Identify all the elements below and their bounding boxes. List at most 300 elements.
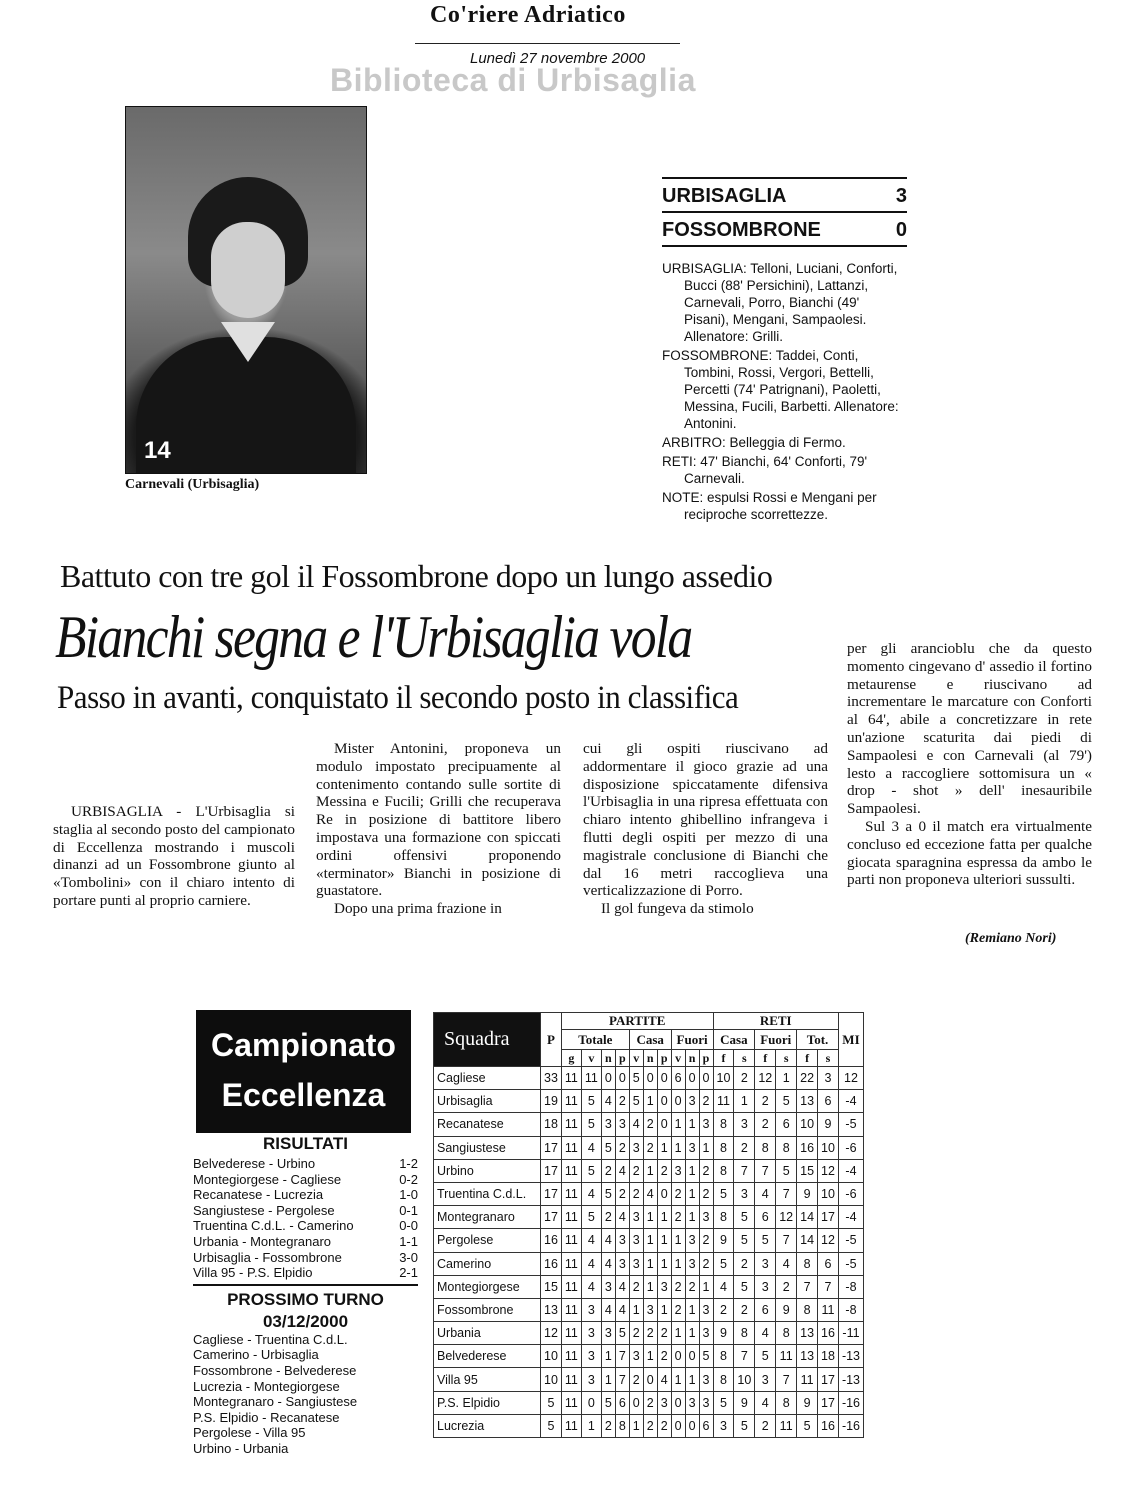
table-cell: 0	[671, 1391, 685, 1414]
table-cell: 2	[734, 1298, 755, 1321]
table-cell: 11	[776, 1345, 797, 1368]
table-cell: 5	[755, 1345, 776, 1368]
table-cell: 2	[734, 1252, 755, 1275]
table-row	[434, 1067, 864, 1090]
table-cell: 6	[818, 1090, 839, 1113]
table-cell: 3	[615, 1229, 629, 1252]
table-cell: -5	[838, 1229, 863, 1252]
header-mi: MI	[838, 1013, 863, 1067]
lineup-away: FOSSOMBRONE: Taddei, Conti, Tombini, Rossi, Vergori, Bettelli, Percetti (74' Patrignani), Paoletti, Messina, Fucili, Barbetti. Allenatore: Antonini.	[662, 348, 899, 431]
header-reti: RETI	[713, 1013, 838, 1030]
result-match: Belvederese - Urbino	[193, 1156, 316, 1171]
table-cell: 1	[699, 1136, 713, 1159]
header-letter: v	[671, 1050, 685, 1067]
table-cell: 4	[581, 1252, 601, 1275]
header-letter: p	[699, 1050, 713, 1067]
table-cell: 2	[629, 1275, 643, 1298]
table-cell: 5	[581, 1159, 601, 1182]
library-watermark: Biblioteca di Urbisaglia	[330, 62, 696, 98]
table-cell: 2	[657, 1345, 671, 1368]
table-cell: 2	[615, 1136, 629, 1159]
result-row	[193, 1203, 418, 1219]
table-cell: 1	[671, 1368, 685, 1391]
result-match: Sangiustese - Pergolese	[193, 1202, 335, 1218]
table-cell: 13	[797, 1322, 818, 1345]
paragraph: Mister Antonini, proponeva un modulo impostato precipuamente al contenimento contando sulle sortite di Messina e Fucili; Grilli che recuperava Re in posizione di battitore libero impostava una formazione con spiccati ordini offensivi proponendo «terminator» Bianchi in posizione di guastatore.	[316, 740, 561, 900]
table-row	[434, 1206, 864, 1229]
table-cell: 0	[671, 1414, 685, 1437]
table-cell: 7	[615, 1345, 629, 1368]
table-row	[434, 1159, 864, 1182]
table-cell: 2	[657, 1414, 671, 1437]
table-cell: 4	[601, 1229, 615, 1252]
table-cell: 5	[776, 1090, 797, 1113]
table-cell: 8	[615, 1414, 629, 1437]
table-cell: 4	[755, 1391, 776, 1414]
away-team: FOSSOMBRONE	[662, 219, 821, 241]
table-cell: 3	[657, 1391, 671, 1414]
table-cell: 12	[818, 1229, 839, 1252]
home-score: 3	[895, 185, 907, 207]
table-cell: 1	[657, 1252, 671, 1275]
campionato-title-line1: Campionato	[211, 1027, 396, 1063]
table-cell: 2	[699, 1182, 713, 1205]
header-letter: p	[657, 1050, 671, 1067]
table-cell: 2	[699, 1090, 713, 1113]
table-cell: 4	[629, 1113, 643, 1136]
table-cell: 3	[685, 1090, 699, 1113]
header-letter: s	[734, 1050, 755, 1067]
header-letter: f	[713, 1050, 734, 1067]
table-cell: 5	[581, 1090, 601, 1113]
table-cell: 3	[685, 1229, 699, 1252]
header-points: P	[541, 1013, 562, 1067]
table-row	[434, 1322, 864, 1345]
table-cell: -4	[838, 1090, 863, 1113]
table-cell: 5	[541, 1414, 562, 1437]
table-cell: 10	[713, 1067, 734, 1090]
lineup-home: URBISAGLIA: Telloni, Luciani, Conforti, Bucci (88' Persichini), Lattanzi, Carnevali, Porro, Bianchi (49' Pisani), Mengani, Sampaolesi. Allenatore: Grilli.	[662, 261, 898, 344]
paragraph: cui gli ospiti riuscivano ad addormentare il gioco grazie ad una disposizione spiccatamente difensiva l'Urbisaglia in una ripresa effettuata con chiaro intento ghibellino infrangeva i flutti degli ospiti per mezzo di una magistrale conclusione di Bianchi che dal 16 metri raccoglieva una verticalizzazione di Porro.	[583, 740, 828, 900]
table-cell: 1	[601, 1345, 615, 1368]
table-cell: 4	[713, 1275, 734, 1298]
header-letter: n	[601, 1050, 615, 1067]
table-cell: 1	[776, 1067, 797, 1090]
score-rule-bottom	[662, 245, 907, 247]
table-cell: 3	[699, 1298, 713, 1321]
table-cell: 1	[657, 1206, 671, 1229]
table-cell: 8	[713, 1206, 734, 1229]
table-cell: 10	[818, 1182, 839, 1205]
table-cell: 11	[713, 1090, 734, 1113]
next-fixture: Urbino - Urbania	[193, 1440, 289, 1456]
table-cell: 10	[541, 1368, 562, 1391]
table-cell: 12	[818, 1159, 839, 1182]
table-cell: 1	[671, 1136, 685, 1159]
result-row	[193, 1250, 418, 1266]
referee: ARBITRO: Belleggia di Fermo.	[662, 435, 846, 450]
table-cell: 8	[713, 1159, 734, 1182]
table-cell: 2	[601, 1414, 615, 1437]
table-cell: 11	[561, 1368, 581, 1391]
result-match: Villa 95 - P.S. Elpidio	[193, 1265, 313, 1281]
table-cell: 2	[657, 1322, 671, 1345]
table-cell: -13	[838, 1345, 863, 1368]
header-letter: s	[818, 1050, 839, 1067]
next-fixture: Fossombrone - Belvederese	[193, 1362, 357, 1378]
next-fixture: Camerino - Urbisaglia	[193, 1347, 319, 1363]
table-row	[434, 1298, 864, 1321]
table-cell: 33	[541, 1067, 562, 1090]
team-name: P.S. Elpidio	[434, 1391, 541, 1414]
result-score: 0-2	[399, 1171, 418, 1187]
table-cell: 15	[541, 1275, 562, 1298]
table-cell: 2	[601, 1159, 615, 1182]
result-row	[193, 1265, 418, 1281]
table-cell: 1	[643, 1159, 657, 1182]
dateline: Lunedì 27 novembre 2000	[470, 50, 646, 67]
team-name: Belvederese	[434, 1345, 541, 1368]
campionato-title-line2: Eccellenza	[221, 1077, 386, 1113]
table-cell: 17	[818, 1391, 839, 1414]
table-cell: 2	[699, 1159, 713, 1182]
table-cell: -4	[838, 1159, 863, 1182]
table-cell: 3	[629, 1252, 643, 1275]
table-cell: 9	[776, 1298, 797, 1321]
table-row	[434, 1345, 864, 1368]
result-match: Urbisaglia - Fossombrone	[193, 1249, 342, 1265]
header-letter: p	[615, 1050, 629, 1067]
table-cell: 4	[776, 1252, 797, 1275]
table-cell: 16	[818, 1322, 839, 1345]
table-cell: 5	[734, 1229, 755, 1252]
table-cell: 8	[776, 1391, 797, 1414]
table-cell: 2	[601, 1206, 615, 1229]
table-cell: 0	[657, 1182, 671, 1205]
table-cell: 2	[776, 1275, 797, 1298]
table-cell: -4	[838, 1206, 863, 1229]
table-cell: 1	[629, 1298, 643, 1321]
table-row	[434, 1391, 864, 1414]
table-cell: 1	[685, 1159, 699, 1182]
table-cell: 3	[699, 1206, 713, 1229]
table-cell: 4	[601, 1090, 615, 1113]
table-row	[434, 1182, 864, 1205]
next-fixture: Lucrezia - Montegiorgese	[193, 1378, 340, 1394]
jersey-number: 14	[144, 437, 171, 464]
table-row	[434, 1229, 864, 1252]
table-cell: 2	[671, 1275, 685, 1298]
table-cell: 2	[643, 1113, 657, 1136]
table-cell: 5	[541, 1391, 562, 1414]
table-cell: 11	[561, 1067, 581, 1090]
header-letter: n	[643, 1050, 657, 1067]
table-cell: 3	[734, 1182, 755, 1205]
standings-table	[433, 1012, 864, 1438]
table-cell: 0	[601, 1067, 615, 1090]
table-cell: 11	[561, 1298, 581, 1321]
header-letter: f	[797, 1050, 818, 1067]
table-cell: 5	[713, 1182, 734, 1205]
table-cell: 9	[797, 1391, 818, 1414]
header-totale: Totale	[561, 1030, 629, 1050]
result-match: Truentina C.d.L. - Camerino	[193, 1218, 354, 1234]
table-cell: 12	[541, 1322, 562, 1345]
table-cell: 2	[699, 1229, 713, 1252]
table-cell: 3	[629, 1136, 643, 1159]
table-cell: 4	[581, 1275, 601, 1298]
table-cell: 1	[643, 1206, 657, 1229]
table-cell: 18	[541, 1113, 562, 1136]
table-cell: 3	[755, 1252, 776, 1275]
table-cell: -5	[838, 1252, 863, 1275]
table-cell: 6	[818, 1252, 839, 1275]
article-subhead: Passo in avanti, conquistato il secondo posto in classifica	[57, 680, 739, 716]
table-cell: -13	[838, 1368, 863, 1391]
team-name: Lucrezia	[434, 1414, 541, 1437]
table-cell: 7	[797, 1275, 818, 1298]
table-row	[434, 1368, 864, 1391]
result-score: 1-0	[399, 1187, 418, 1203]
table-cell: 8	[776, 1136, 797, 1159]
table-row	[434, 1090, 864, 1113]
goals: RETI: 47' Bianchi, 64' Conforti, 79' Carnevali.	[662, 454, 868, 486]
table-cell: 0	[699, 1067, 713, 1090]
table-cell: 9	[818, 1113, 839, 1136]
table-cell: 4	[615, 1275, 629, 1298]
table-cell: 3	[581, 1298, 601, 1321]
table-cell: 0	[643, 1067, 657, 1090]
table-cell: 17	[541, 1206, 562, 1229]
table-cell: 2	[643, 1391, 657, 1414]
table-cell: 11	[561, 1252, 581, 1275]
campionato-title	[196, 1010, 411, 1133]
table-cell: 13	[797, 1345, 818, 1368]
table-cell: 3	[601, 1275, 615, 1298]
table-cell: 1	[657, 1298, 671, 1321]
table-cell: 17	[541, 1136, 562, 1159]
table-cell: 19	[541, 1090, 562, 1113]
header-letter: v	[581, 1050, 601, 1067]
table-cell: 2	[713, 1298, 734, 1321]
table-cell: 16	[541, 1229, 562, 1252]
team-name: Urbisaglia	[434, 1090, 541, 1113]
paragraph: Il gol fungeva da stimolo	[601, 900, 754, 918]
table-cell: 3	[629, 1345, 643, 1368]
result-score: 2-1	[399, 1265, 418, 1281]
header-letter: s	[776, 1050, 797, 1067]
result-score: 0-1	[399, 1202, 418, 1218]
standings-header-row-1	[434, 1013, 864, 1030]
table-cell: 3	[685, 1252, 699, 1275]
table-cell: 2	[685, 1275, 699, 1298]
table-cell: 9	[797, 1182, 818, 1205]
table-cell: 4	[755, 1182, 776, 1205]
table-cell: 5	[713, 1391, 734, 1414]
table-cell: 5	[734, 1275, 755, 1298]
results-divider	[193, 1284, 418, 1286]
table-cell: 4	[581, 1136, 601, 1159]
table-cell: 0	[671, 1090, 685, 1113]
table-cell: 12	[776, 1206, 797, 1229]
table-cell: 5	[581, 1206, 601, 1229]
table-cell: 3	[755, 1275, 776, 1298]
table-cell: 9	[734, 1391, 755, 1414]
table-cell: 3	[713, 1414, 734, 1437]
table-cell: 8	[797, 1298, 818, 1321]
next-round-list	[193, 1332, 418, 1457]
table-cell: 11	[776, 1414, 797, 1437]
table-cell: 1	[685, 1113, 699, 1136]
table-cell: 5	[581, 1113, 601, 1136]
table-cell: 5	[713, 1252, 734, 1275]
table-cell: 0	[629, 1391, 643, 1414]
table-cell: 13	[541, 1298, 562, 1321]
table-cell: 11	[561, 1322, 581, 1345]
result-score: 3-0	[399, 1249, 418, 1265]
table-cell: 5	[629, 1067, 643, 1090]
table-cell: 6	[755, 1298, 776, 1321]
table-cell: 3	[601, 1113, 615, 1136]
next-round-heading: PROSSIMO TURNO	[227, 1289, 384, 1309]
team-name: Villa 95	[434, 1368, 541, 1391]
table-cell: 8	[797, 1252, 818, 1275]
table-cell: 8	[713, 1345, 734, 1368]
table-cell: 4	[615, 1159, 629, 1182]
table-cell: 1	[629, 1414, 643, 1437]
table-cell: 5	[601, 1391, 615, 1414]
article-column-4	[847, 640, 1092, 889]
table-cell: 2	[734, 1067, 755, 1090]
result-row	[193, 1156, 418, 1172]
results-heading: RISULTATI	[263, 1134, 348, 1153]
table-cell: 5	[776, 1159, 797, 1182]
table-cell: 17	[818, 1206, 839, 1229]
next-fixture: Montegranaro - Sangiustese	[193, 1394, 358, 1410]
table-cell: 5	[601, 1136, 615, 1159]
table-cell: 2	[643, 1322, 657, 1345]
table-cell: 11	[797, 1368, 818, 1391]
table-cell: 16	[797, 1136, 818, 1159]
table-row	[434, 1275, 864, 1298]
paragraph: Dopo una prima frazione in	[334, 900, 502, 918]
team-name: Urbania	[434, 1322, 541, 1345]
table-cell: 2	[643, 1136, 657, 1159]
table-cell: 11	[561, 1182, 581, 1205]
match-lineups	[662, 260, 907, 525]
table-cell: 8	[713, 1136, 734, 1159]
table-cell: 17	[818, 1368, 839, 1391]
photo-face	[211, 222, 285, 318]
table-cell: 6	[755, 1206, 776, 1229]
table-cell: 3	[699, 1368, 713, 1391]
team-name: Pergolese	[434, 1229, 541, 1252]
header-casa: Casa	[629, 1030, 671, 1050]
table-cell: 1	[657, 1229, 671, 1252]
table-cell: 7	[734, 1159, 755, 1182]
table-cell: 11	[561, 1113, 581, 1136]
article-kicker: Battuto con tre gol il Fossombrone dopo un lungo assedio	[60, 558, 773, 594]
table-cell: 11	[818, 1298, 839, 1321]
table-cell: 3	[615, 1252, 629, 1275]
table-cell: 9	[713, 1322, 734, 1345]
table-row	[434, 1113, 864, 1136]
table-cell: 4	[643, 1182, 657, 1205]
article-column-1	[53, 803, 295, 910]
table-cell: 11	[561, 1414, 581, 1437]
table-cell: 3	[615, 1113, 629, 1136]
table-cell: 10	[734, 1368, 755, 1391]
result-match: Urbania - Montegranaro	[193, 1233, 332, 1249]
standings-body	[434, 1067, 864, 1438]
header-reti-fuori: Fuori	[755, 1030, 797, 1050]
table-cell: 1	[643, 1252, 657, 1275]
paragraph: URBISAGLIA - L'Urbisaglia si staglia al secondo posto del campionato di Eccellenza mostrando i muscoli dinanzi ad un Fossombrone giunto al «Tombolini» con il chiaro intento di portare punti al proprio carniere.	[53, 803, 295, 909]
table-cell: 2	[629, 1368, 643, 1391]
table-cell: 1	[734, 1090, 755, 1113]
table-cell: 11	[561, 1090, 581, 1113]
table-cell: 11	[561, 1206, 581, 1229]
table-cell: 14	[797, 1206, 818, 1229]
table-cell: 3	[685, 1136, 699, 1159]
player-photo	[125, 106, 367, 474]
table-cell: -5	[838, 1113, 863, 1136]
table-cell: 1	[643, 1275, 657, 1298]
table-cell: 1	[581, 1414, 601, 1437]
table-row	[434, 1414, 864, 1437]
table-cell: 4	[615, 1298, 629, 1321]
result-row	[193, 1187, 418, 1203]
table-cell: 0	[657, 1067, 671, 1090]
table-cell: 6	[776, 1113, 797, 1136]
table-cell: 6	[671, 1067, 685, 1090]
team-name: Sangiustese	[434, 1136, 541, 1159]
result-row	[193, 1234, 418, 1250]
table-cell: 15	[797, 1159, 818, 1182]
header-letter: n	[685, 1050, 699, 1067]
score-row-home	[662, 179, 907, 211]
header-letter: g	[561, 1050, 581, 1067]
table-cell: -6	[838, 1136, 863, 1159]
table-cell: 5	[615, 1322, 629, 1345]
table-cell: 3	[671, 1159, 685, 1182]
table-cell: 0	[671, 1345, 685, 1368]
table-cell: -16	[838, 1391, 863, 1414]
team-name: Truentina C.d.L.	[434, 1182, 541, 1205]
table-cell: 4	[657, 1368, 671, 1391]
table-cell: 2	[734, 1136, 755, 1159]
team-name: Montegiorgese	[434, 1275, 541, 1298]
table-cell: 3	[581, 1345, 601, 1368]
table-cell: 1	[685, 1182, 699, 1205]
table-cell: 1	[685, 1368, 699, 1391]
table-cell: 3	[581, 1368, 601, 1391]
table-cell: 4	[581, 1182, 601, 1205]
table-cell: 1	[685, 1298, 699, 1321]
paragraph: per gli arancioblu che da questo momento cingevano d' assedio il fortino metaurense e riuscivano ad incrementare le marcature con Conforti al 64', abile a concretizzare in rete un'azione scaturita dai piedi di Sampaolesi e con Carnevali (al 79') lesto a raccogliere sottomisura un « drop - shot » dell' inesauribile Sampaolesi.	[847, 640, 1092, 818]
table-cell: 10	[797, 1113, 818, 1136]
table-cell: 2	[629, 1182, 643, 1205]
table-cell: 11	[561, 1345, 581, 1368]
next-fixture: Pergolese - Villa 95	[193, 1425, 306, 1441]
table-cell: 10	[541, 1345, 562, 1368]
table-cell: 5	[734, 1206, 755, 1229]
table-cell: 3	[581, 1322, 601, 1345]
table-cell: 3	[657, 1275, 671, 1298]
next-fixture: Cagliese - Truentina C.d.L.	[193, 1331, 348, 1347]
team-name: Fossombrone	[434, 1298, 541, 1321]
masthead: Co'riere Adriatico	[430, 2, 626, 28]
